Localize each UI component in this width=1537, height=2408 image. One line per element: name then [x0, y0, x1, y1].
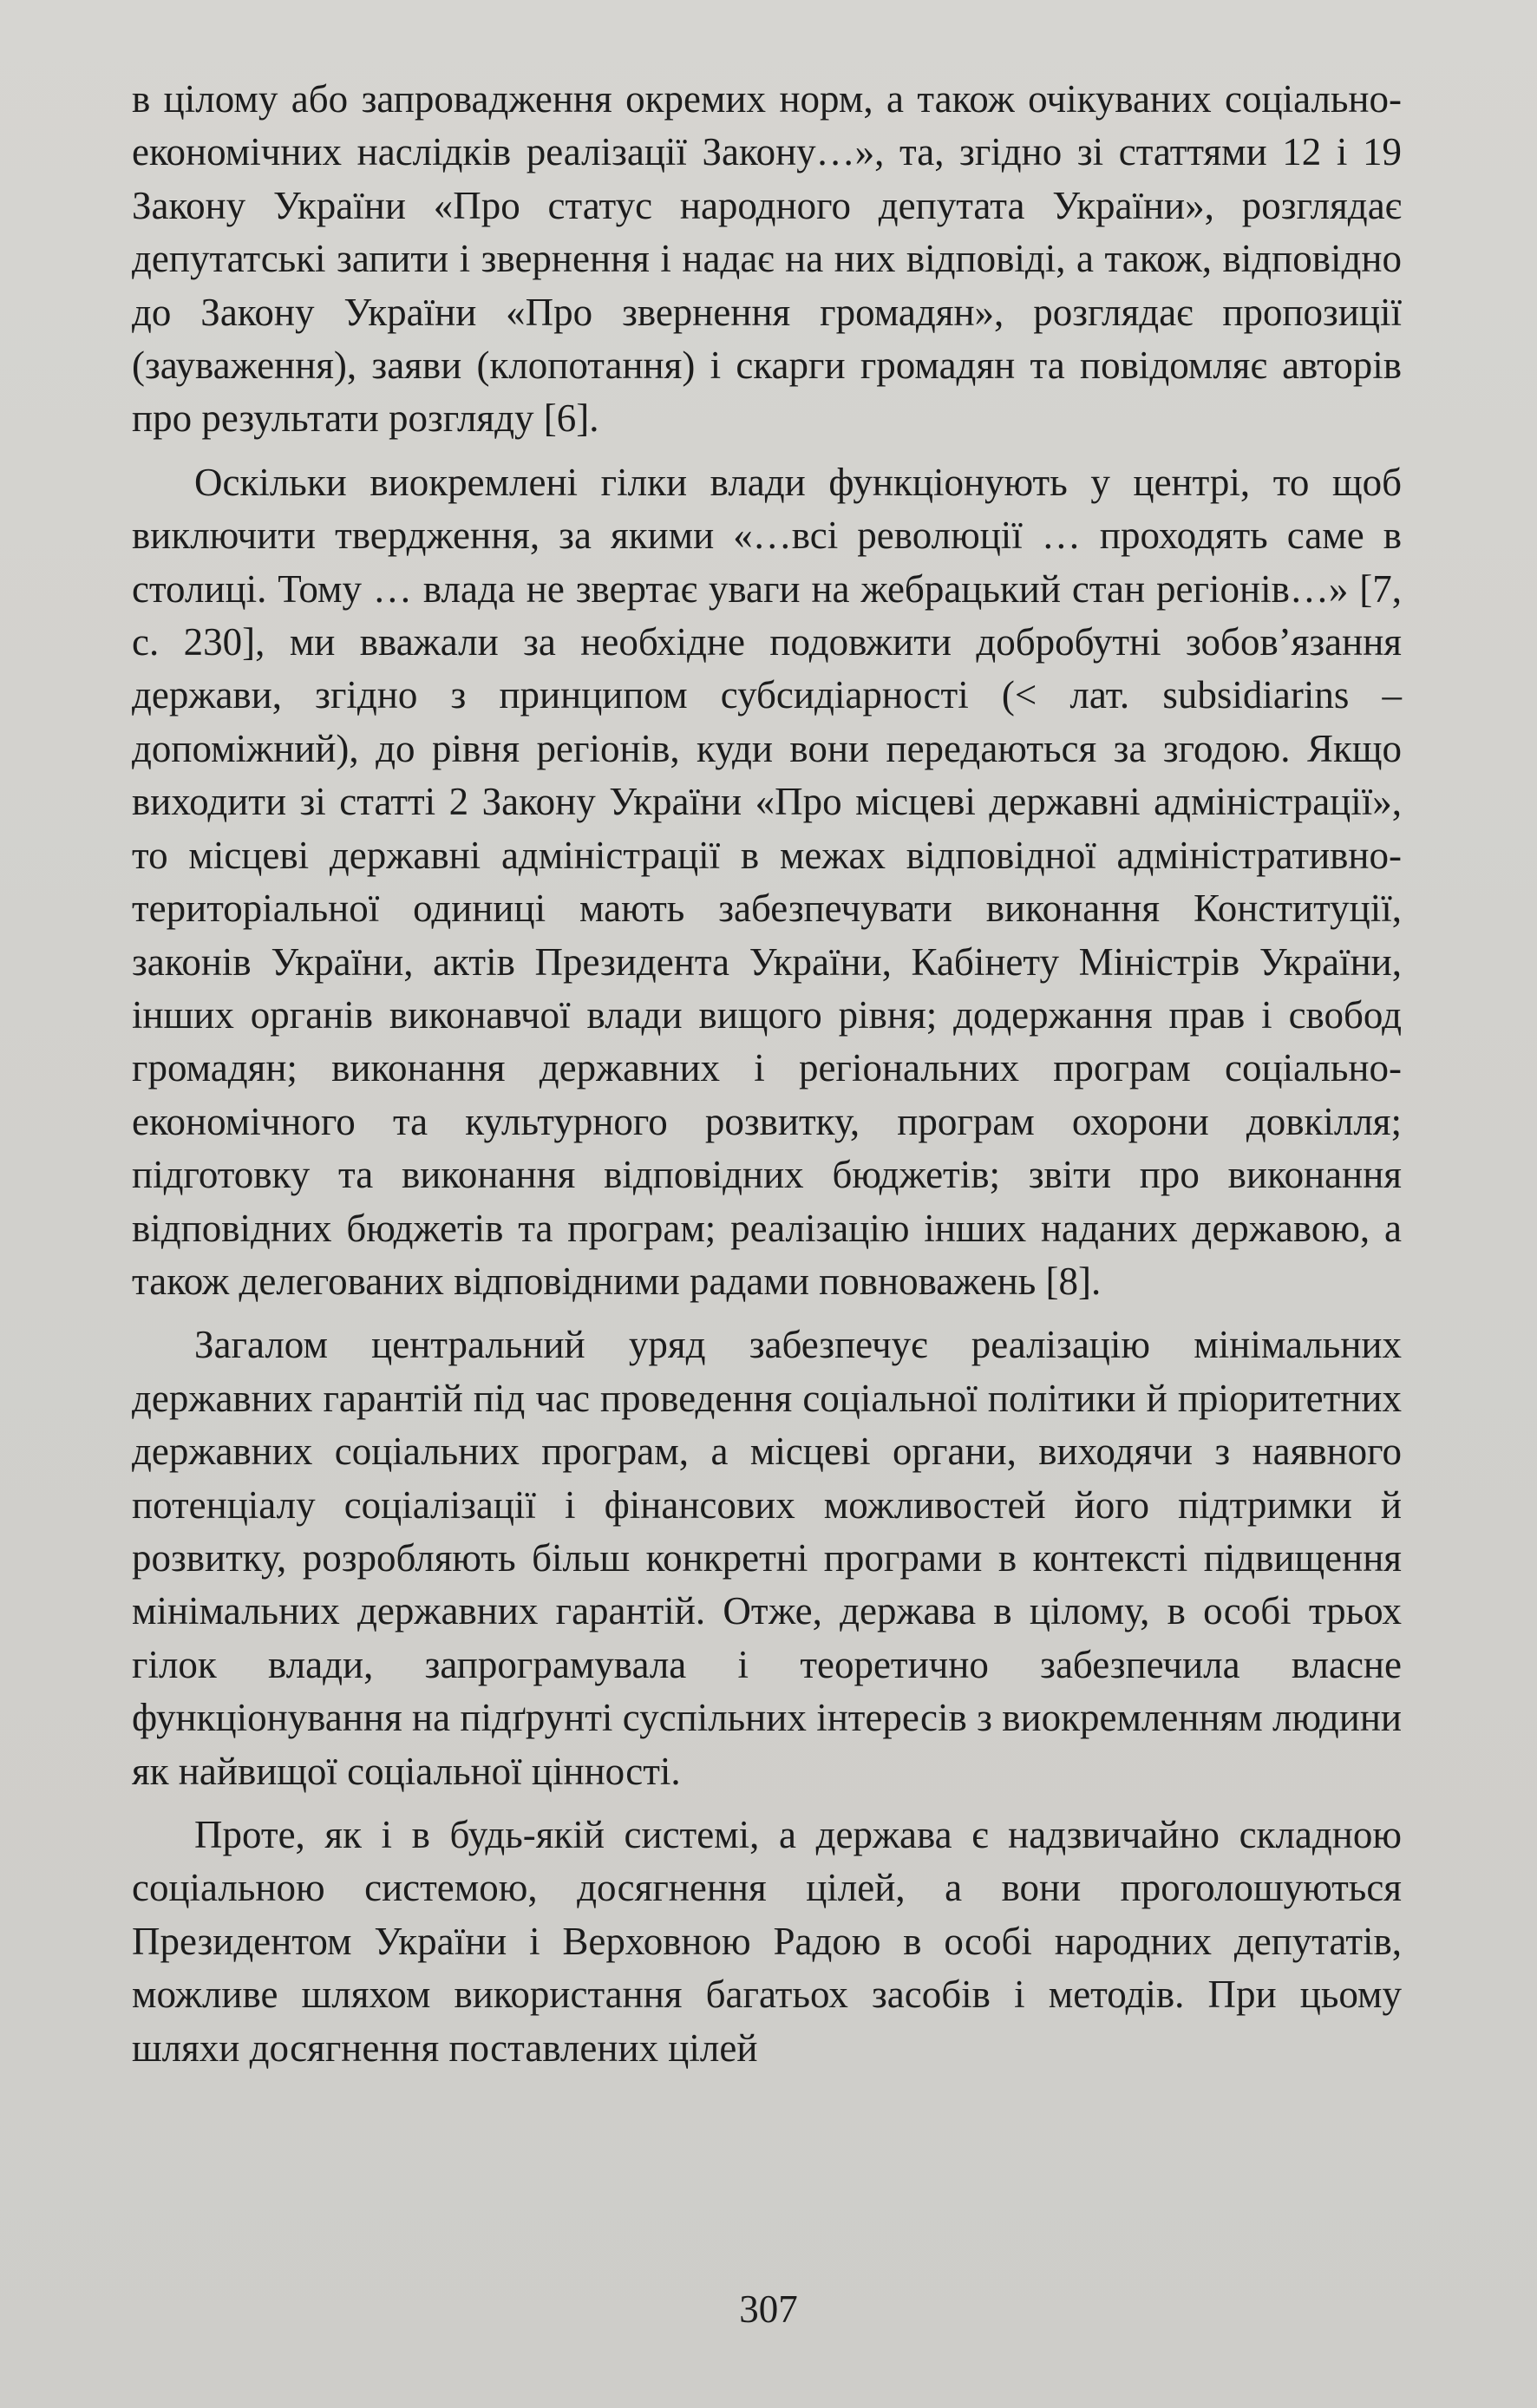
paragraph-central-government: Загалом центральний уряд забезпечує реалізацію мінімальних державних гарантій під час проведення соціальної політики й пріоритетних державних соціальних програм, а місцеві органи, виходячи з наявного потенціалу соціалізації і фінансових можливостей його підтримки й розвитку, розробляють більш конкретні програми в контексті підвищення мінімальних державних гарантій. Отже, держава в цілому, в особі трьох гілок влади, запрограмувала і теоретично забезпечила власне функціонування на підґрунті суспільних інтересів з виокремленням людини як найвищої соціальної цінності. [132, 1323, 1402, 1793]
body-text [132, 73, 1402, 2075]
paragraph-continuation: в цілому або запровадження окремих норм, а також очікуваних соціально-економічних наслідків реалізації Закону…», та, згідно зі статтями 12 і 19 Закону України «Про статус народного депутата України», розглядає депутатські запити і звернення і надає на них відповіді, а також, відповідно до Закону України «Про звернення громадян», розглядає пропозиції (зауваження), заяви (клопотання) і скарги громадян та повідомляє авторів про результати розгляду [6]. [132, 77, 1402, 441]
page-number: 307 [739, 2287, 798, 2331]
paragraph-state-system: Проте, як і в будь-якій системі, а держава є надзвичайно складною соціальною системою, досягнення цілей, а вони проголошуються Президентом України і Верховною Радою в особі народних депутатів, можливе шляхом використання багатьох засобів і методів. При цьому шляхи досягнення поставлених цілей [132, 1813, 1402, 2070]
paragraph-branches-of-power: Оскільки виокремлені гілки влади функціонують у центрі, то щоб виключити твердження, за якими «…всі революції … проходять саме в столиці. Тому … влада не звертає уваги на жебрацький стан регіонів…» [7, с. 230], ми вважали за необхідне подовжити добробутні зобов’язання держави, згідно з принципом субсидіарності (< лат. subsidiarins – допоміжний), до рівня регіонів, куди вони передаються за згодою. Якщо виходити зі статті 2 Закону України «Про місцеві державні адміністрації», то місцеві державні адміністрації в межах відповідної адміністративно-територіальної одиниці мають забезпечувати виконання Конституції, законів України, актів Президента України, Кабінету Міністрів України, інших органів виконавчої влади вищого рівня; додержання прав і свобод громадян; виконання державних і регіональних програм соціально-економічного та культурного розвитку, програм охорони довкілля; підготовку та виконання відповідних бюджетів; звіти про виконання відповідних бюджетів та програм; реалізацію інших наданих державою, а також делегованих відповідними радами повноважень [8]. [132, 460, 1402, 1303]
